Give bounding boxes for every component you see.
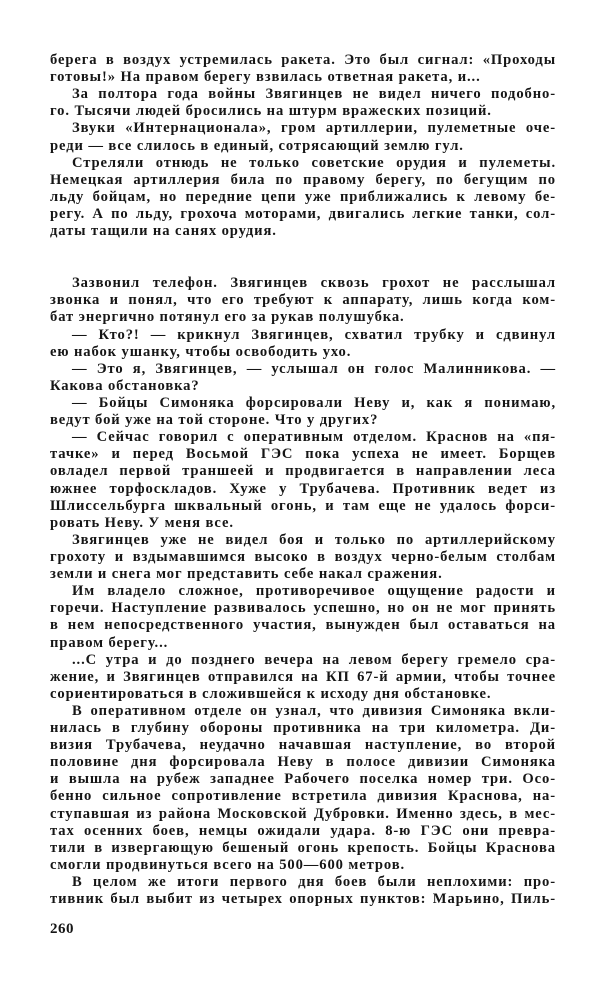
text-line: ступавшая из района Московской Дубровки. Именно здесь, в мес- — [50, 805, 556, 822]
text-line: — Сейчас говорил с оперативным отделом. Краснов на «пя- — [72, 429, 556, 446]
text-line: — Это я, Звягинцев, — услышал он голос Малинникова. — — [72, 360, 556, 377]
text-line: правом берегу... — [50, 634, 169, 651]
text-line: бенно сильное сопротивление встретила дивизия Краснова, на- — [50, 788, 556, 805]
text-line: овладел первой траншеей и продвигается в направлении леса — [50, 463, 556, 480]
text-line: половине дня форсировала Неву в полосе дивизии Симоняка — [50, 754, 556, 771]
text-line: Какова обстановка? — [50, 377, 200, 394]
text-line: смогли продвинуться всего на 500—600 метров. — [50, 856, 406, 873]
text-line: берега в воздух устремилась ракета. Это был сигнал: «Проходы — [50, 52, 556, 68]
text-line: визия Трубачева, неудачно начавшая наступление, во второй — [50, 737, 556, 754]
text-section-2 — [50, 275, 556, 908]
text-line: ведут бой уже на той стороне. Что у других? — [50, 412, 379, 429]
text-line: тили в извергающую бешеный огонь крепость. Бойцы Краснова — [50, 839, 556, 856]
text-line: звонка и понял, что его требуют к аппарату, лишь когда ком- — [50, 292, 556, 309]
text-line: го. Тысячи людей бросились на штурм вражеских позиций. — [50, 103, 492, 120]
text-section-1 — [50, 52, 556, 240]
text-line: горечи. Наступление развивалось успешно, но он не мог принять — [50, 600, 556, 617]
text-line: грохоту и вздымавшимся высоко в воздух черно-белым столбам — [50, 548, 556, 565]
text-line: ею набок ушанку, чтобы освободить ухо. — [50, 343, 352, 360]
text-line: Зазвонил телефон. Звягинцев сквозь грохот не расслышал — [72, 275, 556, 292]
text-line: регу. А по льду, грохоча моторами, двигались легкие танки, сол- — [50, 205, 556, 222]
text-line: жение, и Звягинцев отправился на КП 67-й армии, чтобы точнее — [50, 668, 556, 685]
text-line: реди — все слилось в единый, сотрясающий землю гул. — [50, 137, 464, 154]
text-line: ...С утра и до позднего вечера на левом берегу гремело сра- — [72, 651, 556, 668]
text-line: тачке» и перед Восьмой ГЭС пока успеха не имеет. Борщев — [50, 446, 556, 463]
text-line: земли и снега мог представить себе накал сражения. — [50, 566, 443, 583]
text-line: в нем непосредственного участия, вынужден был оставаться на — [50, 617, 556, 634]
text-line: южнее торфоскладов. Хуже у Трубачева. Противник ведет из — [50, 480, 556, 497]
text-line: В оперативном отделе он узнал, что дивизия Симоняка вкли- — [72, 702, 556, 719]
page-number: 260 — [50, 921, 74, 937]
text-line: Немецкая артиллерия била по правому берегу, по бегущим по — [50, 171, 556, 188]
text-line: тивник был выбит из четырех опорных пунктов: Марьино, Пиль- — [50, 891, 556, 908]
text-line: нилась в глубину обороны противника на три километра. Ди- — [50, 720, 556, 737]
text-line: В целом же итоги первого дня боев были неплохими: про- — [72, 874, 556, 891]
text-line: льду бойцам, но передние цепи уже приближались к левому бе- — [50, 188, 556, 205]
text-line: сориентироваться в сложившейся к исходу дня обстановке. — [50, 685, 492, 702]
section-break — [50, 240, 556, 275]
text-line: Звягинцев уже не видел боя и только по артиллерийскому — [72, 531, 556, 548]
text-line: и вышла на рубеж западнее Рабочего поселка номер три. Осо- — [50, 771, 556, 788]
text-line: даты тащили на санях орудия. — [50, 223, 277, 240]
text-line: Шлиссельбурга шквальный огонь, и там еще не удалось форси- — [50, 497, 556, 514]
text-line: тах осенних боев, немцы ожидали удара. 8-ю ГЭС они превра- — [50, 822, 556, 839]
text-line: Стреляли отнюдь не только советские орудия и пулеметы. — [72, 154, 556, 171]
text-line: — Бойцы Симоняка форсировали Неву и, как я понимаю, — [72, 394, 556, 411]
text-line: ровать Неву. У меня все. — [50, 514, 234, 531]
text-line: Звуки «Интернационала», гром артиллерии, пулеметные оче- — [72, 120, 556, 137]
text-line: — Кто?! — крикнул Звягинцев, схватил трубку и сдвинул — [72, 326, 556, 343]
text-line: бат энергично потянул его за рукав полушубка. — [50, 309, 405, 326]
text-line: Им владело сложное, противоречивое ощущение радости и — [72, 583, 556, 600]
text-line: За полтора года войны Звягинцев не видел ничего подобно- — [72, 86, 556, 103]
text-line: готовы!» На правом берегу взвилась ответная ракета, и... — [50, 69, 481, 86]
book-page — [50, 52, 556, 908]
